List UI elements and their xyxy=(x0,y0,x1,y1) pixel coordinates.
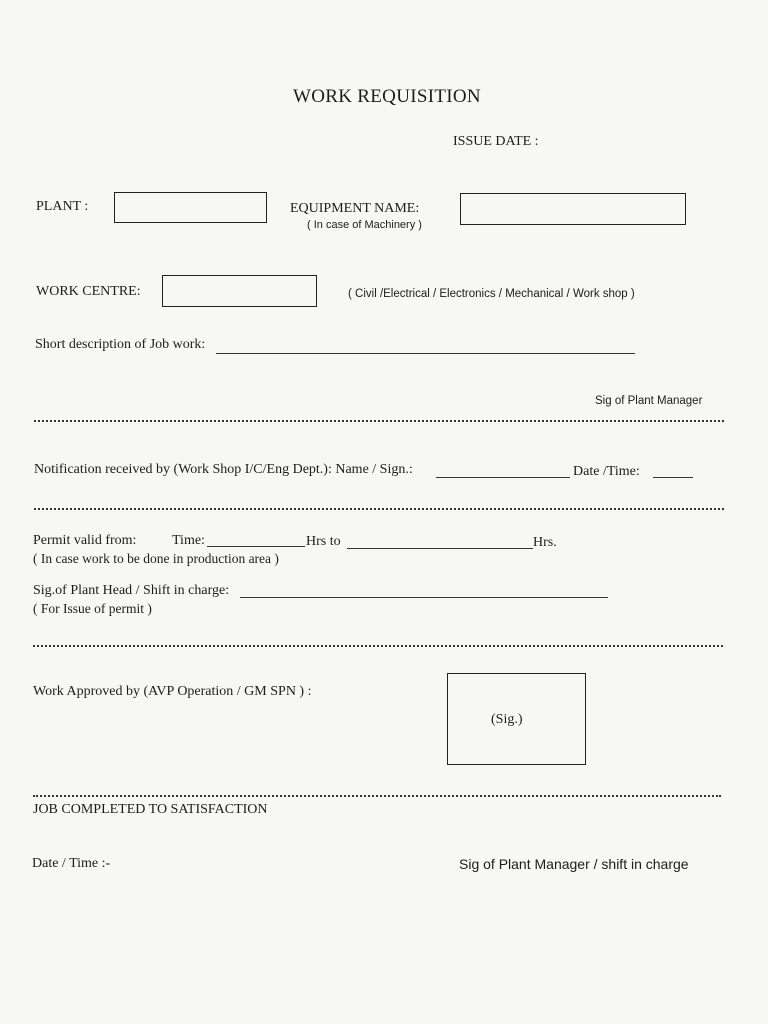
work-centre-label: WORK CENTRE: xyxy=(36,284,141,299)
sig-plant-head-line[interactable] xyxy=(240,597,608,598)
permit-hrs-to-label: Hrs to xyxy=(306,534,341,549)
equipment-name-field[interactable] xyxy=(460,193,686,225)
section-divider-1 xyxy=(34,420,724,422)
permit-time-line[interactable] xyxy=(207,546,305,547)
work-centre-options: ( Civil /Electrical / Electronics / Mechanical / Work shop ) xyxy=(348,288,635,300)
final-sig-label: Sig of Plant Manager / shift in charge xyxy=(459,856,689,872)
permit-valid-label: Permit valid from: xyxy=(33,533,137,548)
notification-name-line[interactable] xyxy=(436,477,570,478)
job-completed-label: JOB COMPLETED TO SATISFACTION xyxy=(33,802,268,817)
work-centre-field[interactable] xyxy=(162,275,317,307)
section-divider-2 xyxy=(34,508,724,510)
sig-plant-manager-label: Sig of Plant Manager xyxy=(595,395,703,407)
final-date-time-label: Date / Time :- xyxy=(32,856,111,871)
equipment-name-label: EQUIPMENT NAME: xyxy=(290,201,420,216)
short-description-label: Short description of Job work: xyxy=(35,337,206,352)
permit-issue-note: ( For Issue of permit ) xyxy=(33,601,152,616)
approval-sig-label: (Sig.) xyxy=(491,712,523,727)
permit-hrs-to-line[interactable] xyxy=(347,548,533,549)
equipment-note: ( In case of Machinery ) xyxy=(307,219,422,231)
notification-date-time-line[interactable] xyxy=(653,477,693,478)
plant-field[interactable] xyxy=(114,192,267,223)
plant-label: PLANT : xyxy=(36,199,89,214)
section-divider-3 xyxy=(33,645,723,647)
section-divider-4 xyxy=(33,795,721,797)
permit-time-label: Time: xyxy=(172,533,205,548)
notification-date-time-label: Date /Time: xyxy=(573,464,640,479)
form-title: WORK REQUISITION xyxy=(293,86,481,107)
permit-hrs-label: Hrs. xyxy=(533,535,557,550)
notification-label: Notification received by (Work Shop I/C/Eng Dept.): Name / Sign.: xyxy=(34,462,413,477)
issue-date-label: ISSUE DATE : xyxy=(453,134,539,149)
work-approved-label: Work Approved by (AVP Operation / GM SPN ) : xyxy=(33,684,312,699)
short-description-line[interactable] xyxy=(216,353,635,354)
permit-note: ( In case work to be done in production area ) xyxy=(33,551,279,566)
sig-plant-head-label: Sig.of Plant Head / Shift in charge: xyxy=(33,583,230,598)
